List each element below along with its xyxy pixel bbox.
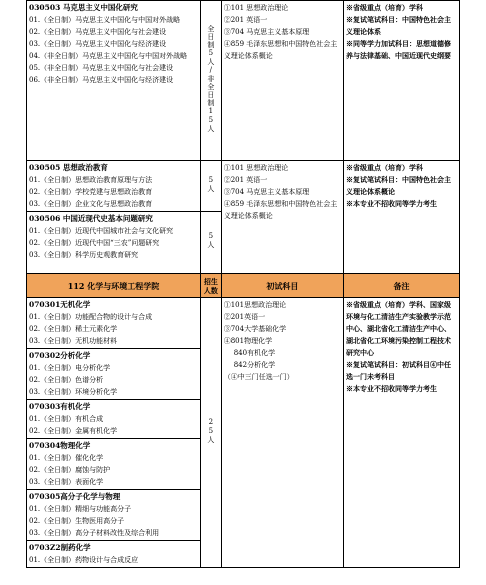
enroll-header: 招生人数 (201, 274, 222, 298)
program-title: 0703Z2制药化学 (29, 543, 91, 552)
direction-item: 02.（全日制）马克思主义中国化与社会建设 (29, 28, 167, 36)
direction-item: 02.（全日制）稀土元素化学 (29, 325, 118, 333)
direction-item: 01.（全日制）思想政治教育原理与方法 (29, 176, 153, 184)
note-item: ※同等学力加试科目：思想道德修养与法律基础、中国近现代史纲要 (345, 39, 451, 60)
program-title: 070305高分子化学与物理 (29, 492, 121, 501)
enroll-cell (201, 212, 222, 274)
note-item: ※省级重点（培育）学科、国家级环境与化工清洁生产实验教学示范中心、湖北省化工清洁生产中心、湖北省化工环境污染控制工程技术研究中心 (345, 300, 451, 357)
note-cell (343, 298, 459, 568)
enroll-count: 全日制5人/非全日制15人 (206, 24, 215, 133)
program-title: 030506 中国近现代史基本问题研究 (29, 214, 153, 223)
direction-item: 05.（非全日制）马克思主义中国化与社会建设 (29, 64, 174, 72)
direction-item: 02.（全日制）腐蚀与防护 (29, 466, 111, 474)
exam-item: ②201英语一 (223, 313, 266, 321)
direction-item: 03.（全日制）马克思主义中国化与经济建设 (29, 40, 167, 48)
exam-item: ②201 英语一 (223, 16, 268, 24)
exam-item: ④859 毛泽东思想和中国特色社会主义理论体系概论 (223, 40, 338, 60)
direction-item: 03.（全日制）表面化学 (29, 478, 104, 486)
enroll-cell (201, 161, 222, 212)
program-title: 070301无机化学 (29, 300, 91, 309)
direction-item: 02.（全日制）色谱分析 (29, 376, 104, 384)
direction-item: 01.（全日制）马克思主义中国化与中国对外战略 (29, 16, 181, 24)
school-header-row (27, 274, 460, 298)
school-name: 112 化学与环境工程学院 (27, 274, 201, 298)
program-table (26, 0, 460, 568)
program-group (27, 438, 200, 489)
exam-cell (221, 161, 343, 274)
program-cell (27, 1, 201, 161)
exam-item: ①101 思想政治理论 (223, 164, 289, 172)
direction-item: 01.（全日制）有机合成 (29, 415, 104, 423)
note-item: ※复试笔试科目：初试科目④中任选一门未考科目 (345, 360, 451, 381)
exam-item: 842分析化学 (233, 361, 276, 369)
direction-item: 02.（全日制）生物医用高分子 (29, 517, 125, 525)
program-cell (27, 212, 201, 274)
program-cell (27, 298, 201, 568)
exam-item: ③704 马克思主义基本原理 (223, 28, 310, 36)
note-header: 备注 (343, 274, 459, 298)
note-item: ※本专业不招收同等学力考生 (345, 199, 437, 208)
enroll-count: 5人 (206, 232, 215, 249)
direction-item: 02.（全日制）近现代中国“三农”问题研究 (29, 239, 160, 247)
program-group (27, 298, 200, 348)
direction-item: 01.（全日制）精细与功能高分子 (29, 505, 132, 513)
exam-item: ④801物理化学 (223, 337, 273, 345)
exam-item: ③704 马克思主义基本原理 (223, 188, 310, 196)
program-title: 030503 马克思主义中国化研究 (29, 3, 138, 12)
exam-item: ①101 思想政治理论 (223, 4, 289, 12)
direction-item: 03.（全日制）环境分析化学 (29, 388, 118, 396)
program-row (27, 161, 460, 212)
program-cell (27, 161, 201, 212)
program-group (27, 399, 200, 438)
program-group (27, 348, 200, 399)
program-group (27, 540, 200, 567)
direction-item: 03.（全日制）科学历史观教育研究 (29, 251, 139, 259)
note-item: ※省级重点（培育）学科 (345, 3, 423, 12)
catalog-sheet (26, 0, 460, 585)
note-cell (343, 161, 459, 274)
direction-item: 02.（全日制）金属有机化学 (29, 427, 118, 435)
exam-cell (221, 1, 343, 161)
direction-item: 03.（全日制）高分子材料改性及综合利用 (29, 529, 160, 537)
direction-item: 02.（全日制）学校党建与思想政治教育 (29, 188, 153, 196)
enroll-cell (201, 298, 222, 568)
program-title: 030505 思想政治教育 (29, 163, 108, 172)
exam-item: 840有机化学 (233, 349, 276, 357)
enroll-count: 5人 (206, 175, 215, 193)
direction-item: 03.（全日制）无机功能材料 (29, 337, 118, 345)
exam-item: ③704大学基础化学 (223, 325, 287, 333)
note-item: ※复试笔试科目：中国特色社会主义理论体系概论 (345, 175, 451, 196)
direction-item: 01.（全日制）药物设计与合成反应 (29, 556, 139, 564)
note-item: ※复试笔试科目：中国特色社会主义理论体系 (345, 15, 451, 36)
note-item: ※省级重点（培育）学科 (345, 163, 423, 172)
direction-item: 03.（全日制）企业文化与思想政治教育 (29, 200, 153, 208)
enroll-count: 25人 (206, 417, 215, 444)
exam-cell (221, 298, 343, 568)
program-title: 070303有机化学 (29, 402, 91, 411)
exam-item: （④中三门任选一门） (223, 373, 294, 381)
direction-item: 01.（全日制）电分析化学 (29, 364, 111, 372)
direction-item: 01.（全日制）催化化学 (29, 454, 104, 462)
direction-item: 06.（非全日制）马克思主义中国化与经济建设 (29, 76, 174, 84)
enroll-cell (201, 1, 222, 161)
exam-item: ④859 毛泽东思想和中国特色社会主义理论体系概论 (223, 200, 338, 220)
note-cell (343, 1, 459, 161)
direction-item: 01.（全日制）功能配合物的设计与合成 (29, 313, 153, 321)
direction-item: 04.（非全日制）马克思主义中国化与中国对外战略 (29, 52, 188, 60)
program-title: 070304物理化学 (29, 441, 91, 450)
direction-item: 01.（全日制）近现代中国城市社会与文化研究 (29, 227, 174, 235)
exam-header: 初试科目 (221, 274, 343, 298)
exam-item: ①101思想政治理论 (223, 301, 287, 309)
program-group (27, 489, 200, 540)
note-item: ※本专业不招收同等学力考生 (345, 384, 437, 393)
exam-item: ②201 英语一 (223, 176, 268, 184)
program-title: 070302分析化学 (29, 351, 91, 360)
program-row (27, 298, 460, 568)
program-row (27, 1, 460, 161)
